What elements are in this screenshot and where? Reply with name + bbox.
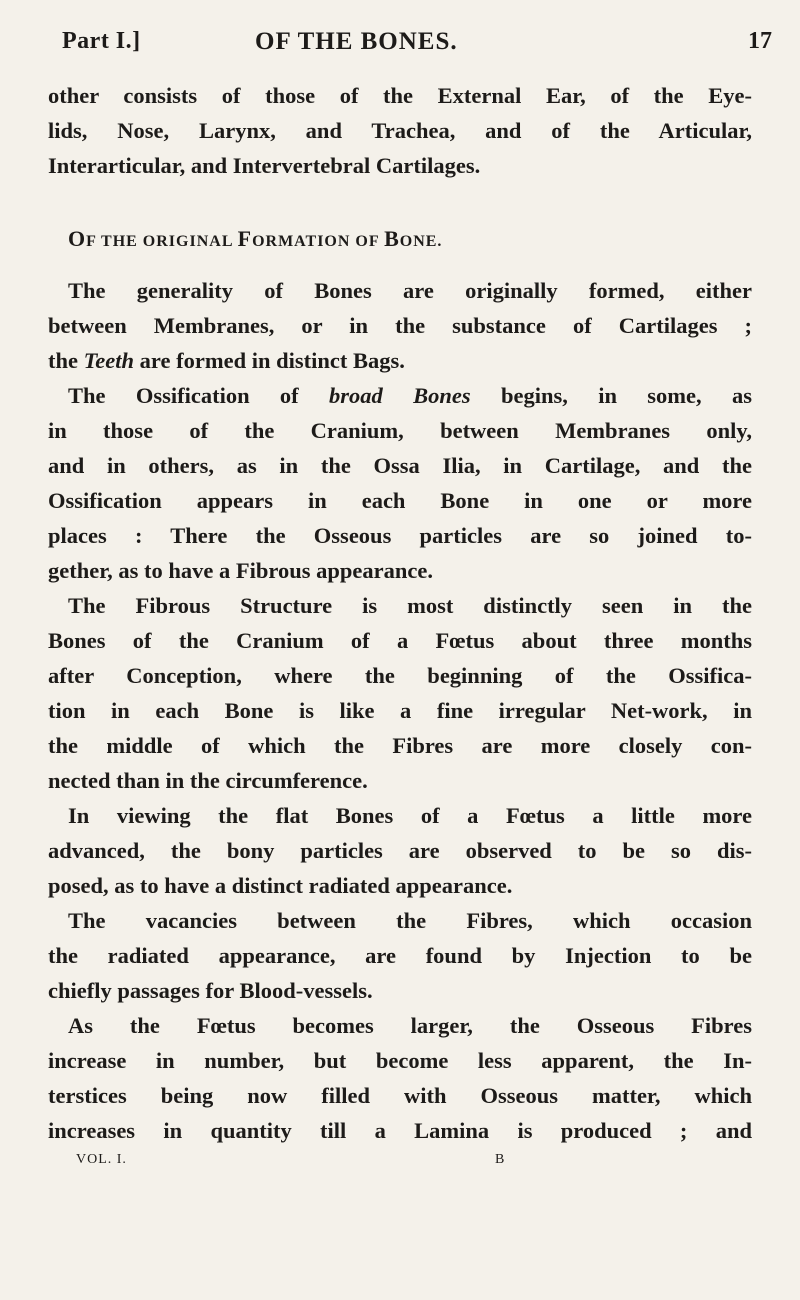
text-segment: Ossification appears in each Bone in one or more — [48, 488, 752, 513]
text-line — [48, 347, 752, 375]
text-line — [68, 1012, 752, 1040]
text-segment: The Fibrous Structure is most distinctly seen in the — [68, 593, 752, 618]
text-line — [68, 907, 752, 935]
running-head-part: Part I.] — [62, 28, 141, 54]
text-line — [68, 592, 752, 620]
text-line — [68, 382, 752, 410]
text-segment: tion in each Bone is like a fine irregular Net-work, in — [48, 698, 752, 723]
text-segment: the — [48, 348, 84, 373]
text-line — [48, 1047, 752, 1075]
text-line — [48, 977, 752, 1005]
text-line — [48, 627, 752, 655]
text-line — [48, 1117, 752, 1145]
text-line — [48, 522, 752, 550]
heading-text: F THE ORIGINAL — [86, 233, 238, 250]
text-segment: The generality of Bones are originally formed, either — [68, 278, 752, 303]
text-segment: other consists of those of the External Ear, of the Eye- — [48, 83, 752, 108]
text-segment: Interarticular, and Intervertebral Cartilages. — [48, 153, 481, 178]
text-line — [68, 802, 752, 830]
text-segment: places : There the Osseous particles are so joined to- — [48, 523, 752, 548]
volume-label: VOL. I. — [76, 1152, 127, 1167]
text-segment: nected than in the circumference. — [48, 768, 368, 793]
text-segment: gether, as to have a Fibrous appearance. — [48, 558, 433, 583]
heading-initial: B — [384, 226, 400, 251]
running-head-title: OF THE BONES. — [255, 28, 458, 55]
text-segment: posed, as to have a distinct radiated appearance. — [48, 873, 513, 898]
text-line — [48, 837, 752, 865]
text-segment: increases in quantity till a Lamina is produced ; and — [48, 1118, 752, 1143]
section-heading — [68, 226, 442, 252]
text-line — [48, 942, 752, 970]
page-number: 17 — [748, 28, 772, 54]
text-segment: Bones of the Cranium of a Fœtus about three months — [48, 628, 752, 653]
text-line — [48, 82, 752, 110]
text-segment: the middle of which the Fibres are more closely con- — [48, 733, 752, 758]
signature-mark: B — [495, 1152, 506, 1167]
text-segment: increase in number, but become less apparent, the In- — [48, 1048, 752, 1073]
text-line — [48, 557, 752, 585]
text-line — [48, 312, 752, 340]
text-segment: advanced, the bony particles are observed to be so dis- — [48, 838, 752, 863]
text-segment: between Membranes, or in the substance of Cartilages ; — [48, 313, 752, 338]
text-segment: In viewing the flat Bones of a Fœtus a little more — [68, 803, 752, 828]
text-segment: are formed in distinct Bags. — [134, 348, 405, 373]
text-line — [48, 1082, 752, 1110]
text-line — [48, 417, 752, 445]
text-segment: begins, in some, as — [470, 383, 752, 408]
text-segment: terstices being now filled with Osseous matter, which — [48, 1083, 752, 1108]
text-line — [48, 662, 752, 690]
text-segment: and in others, as in the Ossa Ilia, in Cartilage, and the — [48, 453, 752, 478]
text-line — [48, 872, 752, 900]
text-segment: As the Fœtus becomes larger, the Osseous Fibres — [68, 1013, 752, 1038]
heading-text: ORMATION OF — [252, 233, 385, 250]
text-segment: lids, Nose, Larynx, and Trachea, and of the Articular, — [48, 118, 752, 143]
text-line — [48, 452, 752, 480]
text-line — [48, 767, 752, 795]
text-line — [48, 697, 752, 725]
text-line — [48, 152, 752, 180]
text-segment: The Ossification of — [68, 383, 330, 408]
text-line — [48, 117, 752, 145]
text-line — [68, 277, 752, 305]
text-segment: The vacancies between the Fibres, which occasion — [68, 908, 752, 933]
italic-text: Teeth — [83, 348, 135, 373]
text-segment: chiefly passages for Blood-vessels. — [48, 978, 373, 1003]
text-line — [48, 732, 752, 760]
text-segment: in those of the Cranium, between Membranes only, — [48, 418, 752, 443]
text-segment: the radiated appearance, are found by Injection to be — [48, 943, 752, 968]
heading-initial: F — [237, 226, 253, 251]
text-line — [48, 487, 752, 515]
heading-initial: O — [68, 226, 87, 251]
heading-text: ONE. — [399, 233, 443, 250]
text-segment: after Conception, where the beginning of the Ossifica- — [48, 663, 752, 688]
italic-text: broad Bones — [329, 383, 471, 408]
